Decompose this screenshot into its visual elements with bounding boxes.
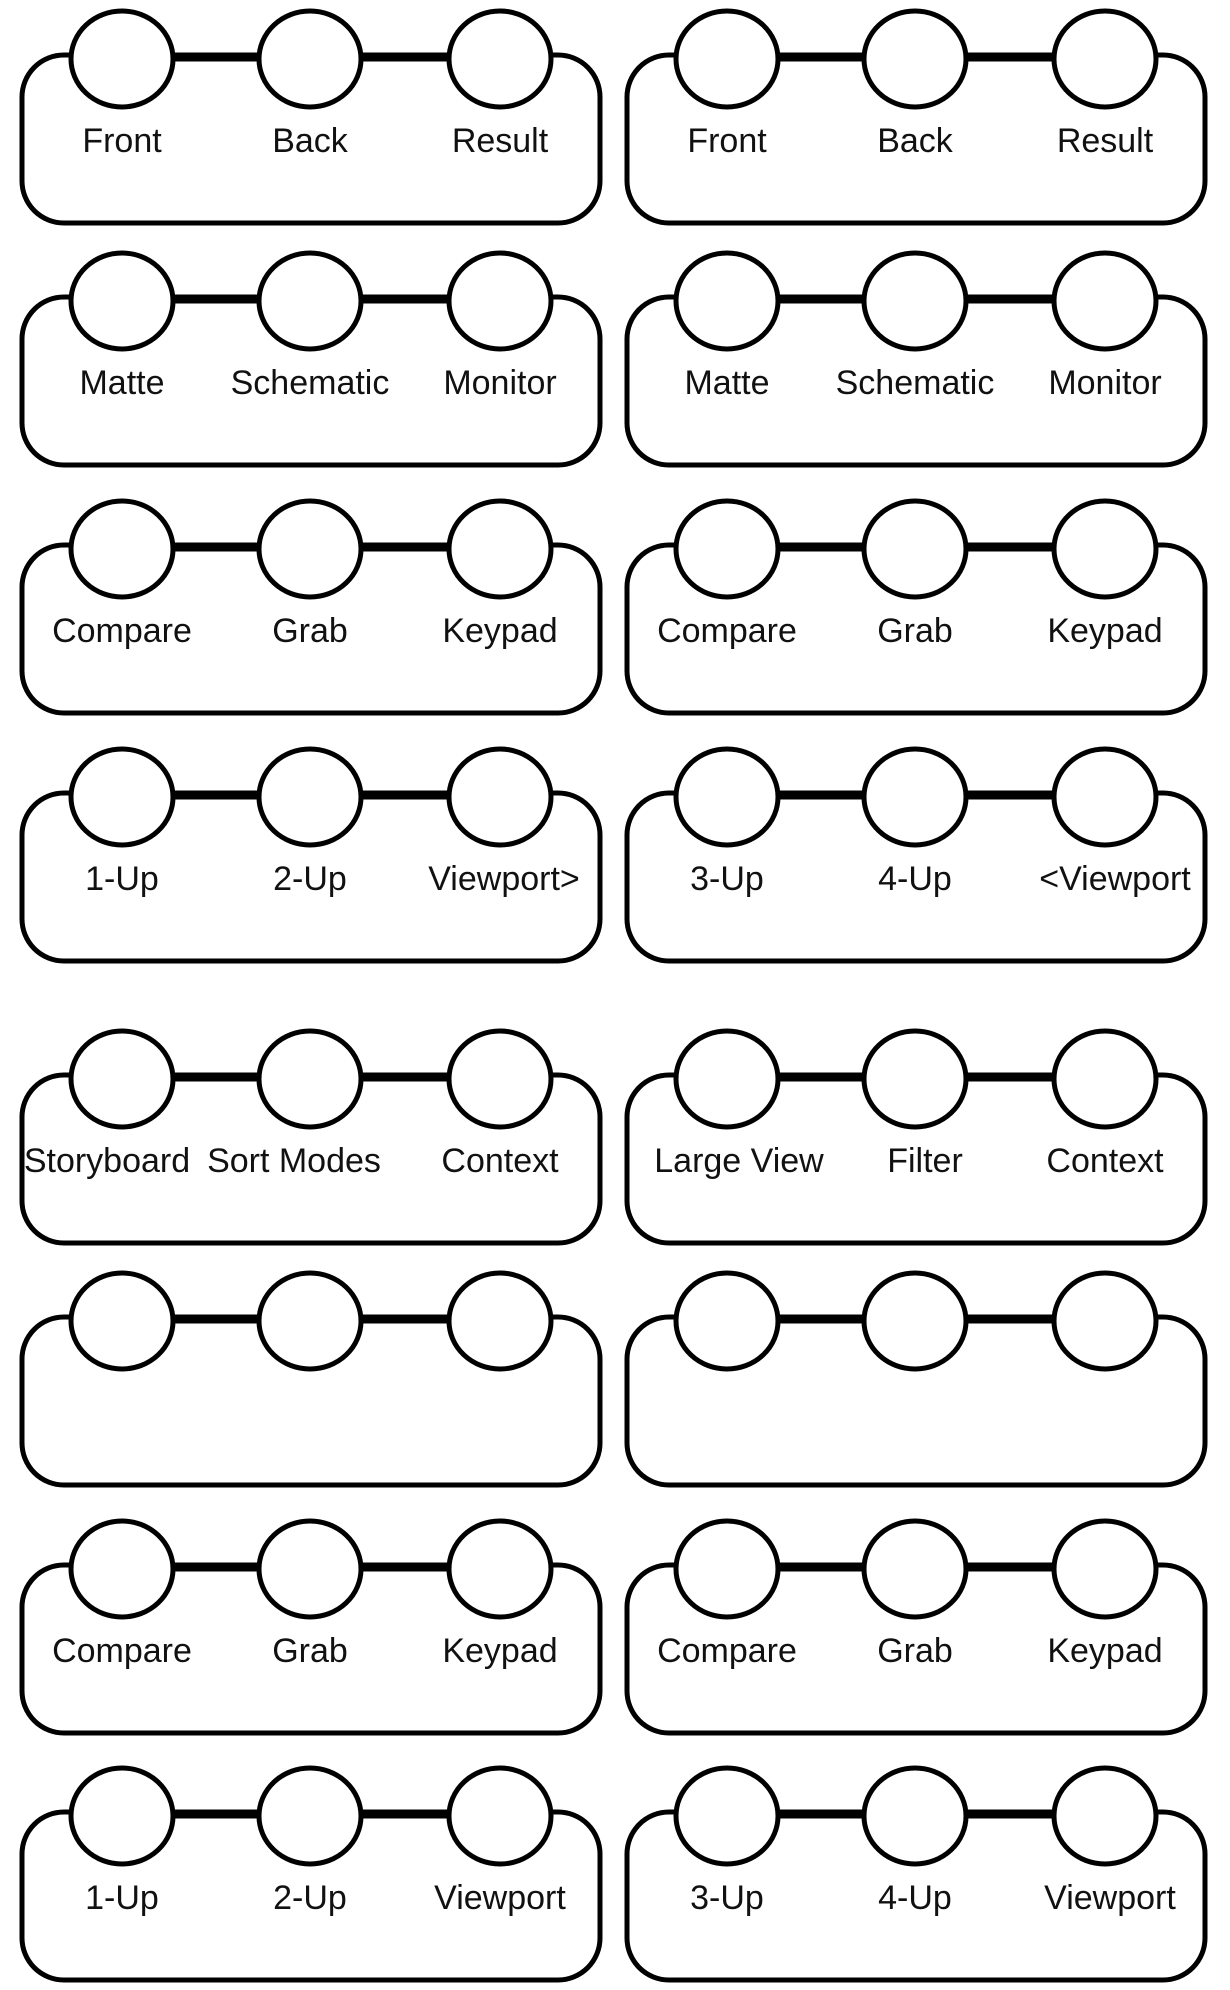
- button-label: Result: [451, 122, 549, 160]
- panel-row1-left: [22, 11, 600, 223]
- panel-row1-right: [627, 11, 1205, 223]
- button-label: Filter: [887, 1142, 963, 1180]
- panel-button[interactable]: [676, 1273, 778, 1369]
- button-label: Matte: [79, 364, 165, 402]
- panel-button[interactable]: [676, 11, 778, 107]
- panel-row7-left: [22, 1521, 600, 1733]
- panel-row8-left: [22, 1768, 600, 1980]
- panel-button[interactable]: [71, 1273, 173, 1369]
- button-label: Monitor: [1048, 364, 1162, 402]
- panel-button[interactable]: [449, 1273, 551, 1369]
- button-label: Compare: [52, 1632, 192, 1670]
- button-label: Result: [1056, 122, 1154, 160]
- panel-button[interactable]: [676, 1521, 778, 1617]
- panel-button[interactable]: [1054, 501, 1156, 597]
- panel-row3-left: [22, 501, 600, 713]
- button-label: Large View: [654, 1142, 824, 1180]
- button-label: Grab: [272, 1632, 348, 1670]
- panel-button[interactable]: [1054, 1031, 1156, 1127]
- button-label: 4-Up: [878, 1879, 952, 1917]
- panel-button[interactable]: [864, 749, 966, 845]
- panel-button[interactable]: [71, 1768, 173, 1864]
- button-label: 1-Up: [85, 1879, 159, 1917]
- button-label: Compare: [657, 1632, 797, 1670]
- panel-row5-left: [22, 1031, 600, 1243]
- button-label: Front: [687, 122, 767, 160]
- button-label: 2-Up: [273, 1879, 347, 1917]
- panel-button[interactable]: [864, 1273, 966, 1369]
- panel-button[interactable]: [259, 253, 361, 349]
- button-label: Viewport: [434, 1879, 566, 1917]
- panel-row5-right: [627, 1031, 1205, 1243]
- panel-button[interactable]: [864, 1768, 966, 1864]
- button-label: Schematic: [835, 364, 995, 402]
- panel-button[interactable]: [1054, 1521, 1156, 1617]
- panel-row4-right: [627, 749, 1205, 961]
- button-label: 1-Up: [85, 860, 159, 898]
- button-label: <Viewport: [1039, 860, 1191, 898]
- panel-button[interactable]: [864, 1031, 966, 1127]
- panel-button[interactable]: [864, 11, 966, 107]
- button-label: Context: [441, 1142, 559, 1180]
- panel-button[interactable]: [864, 1521, 966, 1617]
- button-label: Front: [82, 122, 162, 160]
- panel-button[interactable]: [676, 253, 778, 349]
- panel-button[interactable]: [449, 501, 551, 597]
- panel-button[interactable]: [71, 1521, 173, 1617]
- panel-row7-right: [627, 1521, 1205, 1733]
- button-label: Context: [1046, 1142, 1164, 1180]
- panel-button[interactable]: [259, 749, 361, 845]
- panel-button[interactable]: [259, 11, 361, 107]
- button-label: Monitor: [443, 364, 557, 402]
- button-label: Keypad: [1047, 1632, 1163, 1670]
- button-label: Keypad: [442, 612, 558, 650]
- panel-button[interactable]: [449, 253, 551, 349]
- panel-row8-right: [627, 1768, 1205, 1980]
- panel-button[interactable]: [71, 1031, 173, 1127]
- panel-row2-right: [627, 253, 1205, 465]
- panel-row3-right: [627, 501, 1205, 713]
- panel-button[interactable]: [449, 749, 551, 845]
- panel-button[interactable]: [449, 1521, 551, 1617]
- button-label: Matte: [684, 364, 770, 402]
- button-label: Grab: [272, 612, 348, 650]
- button-label: Grab: [877, 1632, 953, 1670]
- panel-button[interactable]: [259, 501, 361, 597]
- panel-button[interactable]: [259, 1031, 361, 1127]
- panel-button[interactable]: [449, 1768, 551, 1864]
- panel-button[interactable]: [1054, 749, 1156, 845]
- panel-row6-right: [627, 1273, 1205, 1485]
- panel-button[interactable]: [864, 501, 966, 597]
- panel-button[interactable]: [71, 501, 173, 597]
- panel-button[interactable]: [259, 1521, 361, 1617]
- button-label: Storyboard: [23, 1142, 191, 1180]
- panel-button[interactable]: [1054, 253, 1156, 349]
- panel-button[interactable]: [1054, 1273, 1156, 1369]
- button-label: 3-Up: [690, 860, 764, 898]
- button-label: Back: [877, 122, 953, 160]
- panel-button[interactable]: [676, 1768, 778, 1864]
- button-label: 4-Up: [878, 860, 952, 898]
- panel-row6-left: [22, 1273, 600, 1485]
- panel-button[interactable]: [1054, 11, 1156, 107]
- panel-button[interactable]: [449, 1031, 551, 1127]
- button-label: Schematic: [230, 364, 390, 402]
- button-label: Sort Modes: [207, 1142, 381, 1180]
- panel-button[interactable]: [1054, 1768, 1156, 1864]
- panel-button[interactable]: [71, 749, 173, 845]
- panel-row4-left: [22, 749, 600, 961]
- button-label: Compare: [52, 612, 192, 650]
- panel-button[interactable]: [676, 749, 778, 845]
- button-label: 3-Up: [690, 1879, 764, 1917]
- panel-button[interactable]: [71, 253, 173, 349]
- panel-button[interactable]: [864, 253, 966, 349]
- button-label: Grab: [877, 612, 953, 650]
- panel-button[interactable]: [259, 1768, 361, 1864]
- button-label: Viewport>: [428, 860, 580, 898]
- button-label: 2-Up: [273, 860, 347, 898]
- button-label: Back: [272, 122, 348, 160]
- panel-button[interactable]: [71, 11, 173, 107]
- button-label: Compare: [657, 612, 797, 650]
- panel-button[interactable]: [259, 1273, 361, 1369]
- button-label: Keypad: [442, 1632, 558, 1670]
- panel-button[interactable]: [676, 1031, 778, 1127]
- panel-button[interactable]: [449, 11, 551, 107]
- panel-button[interactable]: [676, 501, 778, 597]
- panel-row2-left: [22, 253, 600, 465]
- button-label: Viewport: [1044, 1879, 1176, 1917]
- button-label: Keypad: [1047, 612, 1163, 650]
